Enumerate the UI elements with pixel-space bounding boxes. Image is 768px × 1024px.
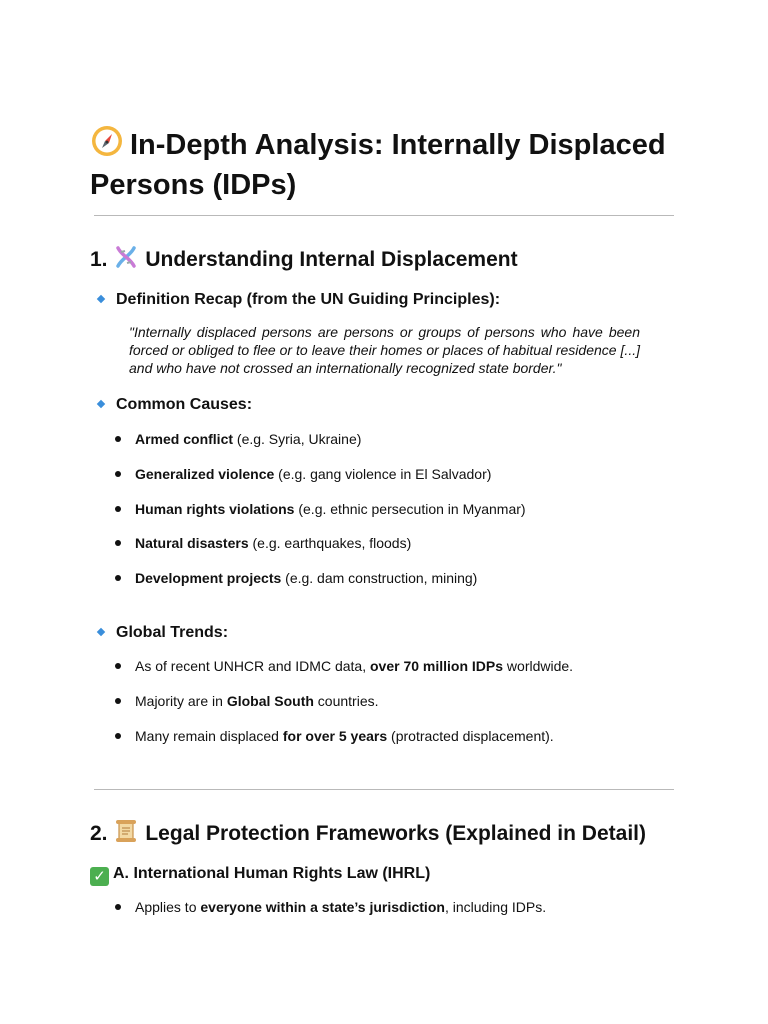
bullet-icon [115,575,121,581]
bullet-icon [115,436,121,442]
section-heading [90,244,518,278]
scroll-icon [113,818,139,852]
subsection-heading: ✓ A. International Human Rights Law (IHRL) [90,864,430,886]
list-item: Development projects (e.g. dam construction, mining) [135,570,478,586]
page-title-text: In-Depth Analysis: Internally Displaced Persons (IDPs) [90,129,666,201]
bullet-icon [115,733,121,739]
section-title: Understanding Internal Displacement [145,248,518,271]
divider [94,789,674,790]
section-number: 2. [90,822,108,845]
list-item: Many remain displaced for over 5 years (protracted displacement). [135,728,554,744]
compass-icon [90,124,124,167]
list-item: As of recent UNHCR and IDMC data, over 70 million IDPs worldwide. [135,658,574,674]
bullet-icon [115,471,121,477]
list-item: Applies to everyone within a state’s jurisdiction, including IDPs. [135,899,547,915]
divider [94,215,674,216]
blue-diamond-icon [97,400,105,408]
blue-diamond-icon [97,295,105,303]
list-item: Generalized violence (e.g. gang violence in El Salvador) [135,466,492,482]
list-item: Armed conflict (e.g. Syria, Ukraine) [135,431,362,447]
bullet-icon [115,698,121,704]
blue-diamond-icon [97,628,105,636]
trends-label: Global Trends: [116,624,229,641]
bullet-icon [115,663,121,669]
section-heading [90,818,646,852]
bullet-icon [115,506,121,512]
list-item: Human rights violations (e.g. ethnic persecution in Myanmar) [135,501,526,517]
causes-label: Common Causes: [116,396,253,413]
list-item: Majority are in Global South countries. [135,693,379,709]
section-title: Legal Protection Frameworks (Explained in Detail) [145,822,646,845]
bullet-icon [115,540,121,546]
definition-label: Definition Recap (from the UN Guiding Principles): [116,291,501,308]
dna-icon [113,244,139,278]
section-number: 1. [90,248,108,271]
check-mark-icon: ✓ [90,867,109,886]
definition-quote: "Internally displaced persons are persons or groups of persons who have been forced or obliged to flee or to leave their homes or places of habitual residence [...] and who have not crossed an internationally recognized state border." [129,324,640,376]
page-title [90,124,700,203]
bullet-icon [115,904,121,910]
list-item: Natural disasters (e.g. earthquakes, floods) [135,535,412,551]
